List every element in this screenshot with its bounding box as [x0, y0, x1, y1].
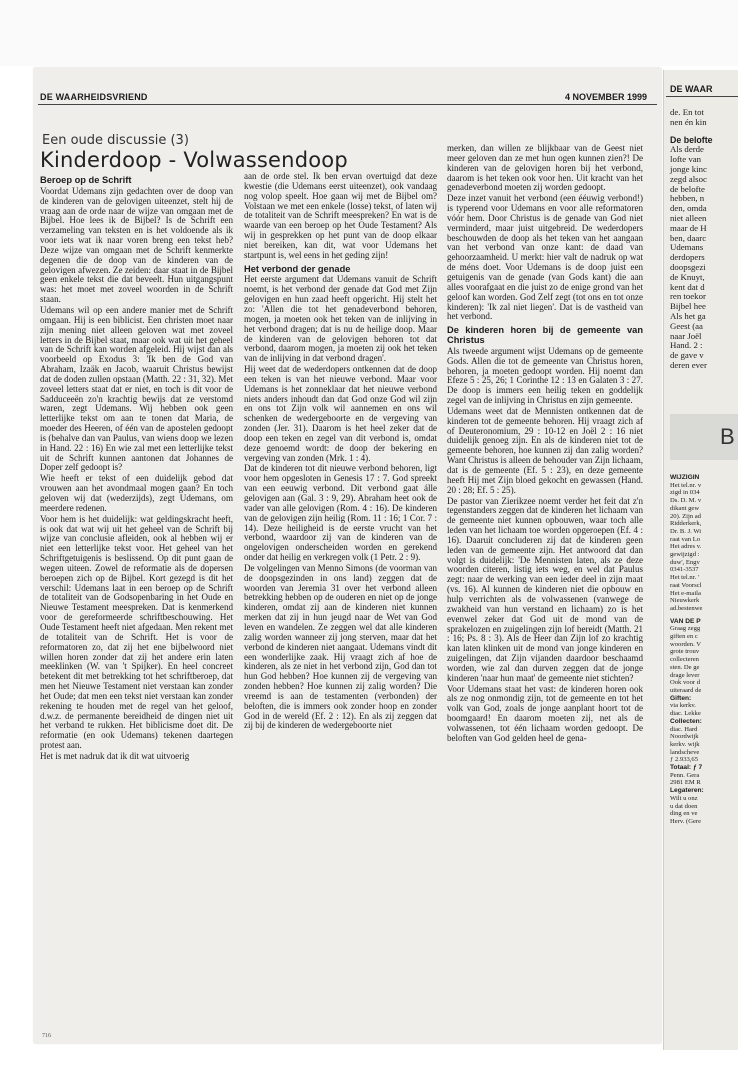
page-number: 716 — [42, 1033, 51, 1039]
notice-line: ding en ve — [670, 810, 698, 818]
header-rule — [38, 104, 657, 105]
notice-line: Het adres v. — [670, 543, 702, 551]
adjacent-header: DE WAAR — [670, 84, 713, 94]
notice-line: Het tel.nr. v — [670, 481, 702, 489]
notice-line: Dr. B. J. Wi — [670, 527, 702, 535]
notice-line: Ridderkerk, — [670, 520, 702, 528]
adjacent-box-letter: B — [720, 424, 735, 449]
newspaper-page — [34, 68, 661, 1043]
notice-line: Ook voor d — [670, 679, 701, 687]
notice-line: grote trouv — [670, 648, 700, 656]
adjacent-line: derdopers — [670, 252, 705, 263]
section-heading: Beroep op de Schrift — [40, 175, 132, 185]
notice-line: zigd in 034 — [670, 489, 700, 497]
notice-line: drage lever — [670, 671, 700, 679]
publication-date: 4 NOVEMBER 1999 — [564, 92, 647, 102]
notice-heading: VAN DE P — [670, 617, 701, 625]
notice-line: 20). Zijn ad — [670, 512, 701, 520]
notice-line: Herv. (Gere — [670, 817, 702, 825]
notice-line: collecteren — [670, 656, 699, 664]
notice-line: landscheve — [670, 748, 700, 756]
adjacent-line: de. En tot — [670, 107, 704, 117]
adjacent-line: niet alleen — [670, 212, 707, 223]
adjacent-line: den, omda — [670, 203, 707, 214]
notice-line: Het tel.nr. ' — [670, 574, 700, 582]
adjacent-line: ben, daarc — [670, 232, 707, 243]
notice-line: Noordwijk — [670, 733, 699, 741]
paragraph: De volgelingen van Menno Simons (de voorman van de doopsgezinden in ons land) zeggen dat de woorden van Jeremia 31 over het verbond alleen betrekking hebben op de ouderen en niet op de jonge kinderen, omdat zij aan de kinderen niet kunnen merken dat zij in hun jeugd naar de Wet van God leven en wandelen. Ze zeggen wel dat alle kinderen zalig worden wanneer zij jong sterven, maar dat het verbond de kinderen niet aangaat. Udemans vindt dit een wonderlijke zaak. Hij vraagt zich af hoe de kinderen, als ze niet in het verbond zijn, God dan tot hun God hebben? Hoe kunnen zij de vergeving van zonden hebben? Hoe kunnen zij zalig worden? Die vreemd is aan de testamenten (verbonden) der beloften, die is immers ook zonder hoop en zonder God in de wereld (Ef. 2 : 12). En als zij zeggen dat zij bij de kinderen de wedergeboorte niet — [244, 562, 437, 731]
notice-line: raat van Lo — [670, 535, 701, 543]
notice-line: kerkv. wijk — [670, 740, 700, 748]
paragraph: De pastor van Zierikzee noemt verder het feit dat z'n tegenstanders zeggen dat de kinderen het lichaam van de gemeente niet kunnen opbouwen, waar toch alle leden van het lichaam toe worden opgeroepen (Ef. 4 : 16). Daaruit concluderen zij dat de kinderen geen leden van de gemeente zijn. Het antwoord dat dan volgt is duidelijk: 'De Mennisten laten, als ze deze woorden citeren, listig iets weg, en wel dat Paulus zegt: naar de werking van een ieder deel in zijn maat (vs. 16). Al kunnen de kinderen niet die opbouw en hulp verrichten als de volwassenen (vanwege de zwakheid van hun verstand en lichaam) zo is het evenwel zeker dat God uit de mond van de sprakelozen en zuigelingen zijn lof bereidt (Matth. 21 : 16; Ps. 8 : 3). Als de Heer dan Zijn lof zo krachtig kan laten klinken uit de mond van jonge kinderen en zuigelingen, dat Zijn vijanden daardoor beschaamd worden, wie zal dan durven zeggen dat de jonge kinderen 'naar hun maat' de gemeente niet stichten? — [447, 495, 643, 683]
notice-line: 0341-3537 — [670, 566, 699, 574]
notice-line: via kerkv. — [670, 702, 696, 710]
notice-line: Ds. D. M. v — [670, 497, 702, 505]
paragraph: Voordat Udemans zijn gedachten over de doop van de kinderen van de gelovigen uiteenzet, stelt hij de vraag aan de orde naar de wijze van omgaan met de Bijbel. Hoe lees ik de Bijbel? Is de Schrift een verzameling van teksten en is het voldoende als ik voor iets wat ik naar voren breng een tekst heb? Deze wijze van omgaan met de Schrift kenmerkte degenen die de doop van de kinderen van de gelovigen afwezen. Ze zeiden: daar staat in de Bijbel geen enkele tekst die dat beveelt. Hun uitgangspunt was: het moet met zoveel woorden in de Schrift staan. — [40, 185, 233, 305]
scan-margin — [0, 0, 738, 66]
adjacent-line: deren ever — [670, 359, 707, 370]
notice-line: sten. De ge — [670, 663, 700, 671]
notice-heading: Collecten: — [670, 717, 702, 725]
notice-line: uiteraard de — [670, 686, 702, 694]
paragraph: Hij weet dat de wederdopers ontkennen dat de doop een teken is van het nieuwe verbond. Maar voor Udemans is het zonneklaar dat het nieuwe verbond niets anders inhoudt dan dat God onze God wil zijn en ons tot Zijn volk wil aannemen en ons wil schenken de wedergeboorte en de vergeving van zonden (Jer. 31). Daarom is het heel zeker dat de doop een teken en zegel van dit verbond is, omdat deze genoemd wordt: de doop der bekering en vergeving van zonden (Mrk. 1 : 4). — [244, 364, 437, 463]
adjacent-line: maar de H — [670, 222, 707, 233]
notice-line: Wilt u onz — [670, 794, 698, 802]
adjacent-line: nen én kin — [670, 116, 707, 127]
adjacent-line: lofte van — [670, 154, 702, 165]
notice-line: woorden. V — [670, 640, 702, 648]
section-heading: Het verbond der genade — [244, 263, 351, 274]
adjacent-line: de gave v — [670, 350, 704, 361]
adjacent-line: kent dat d — [670, 281, 705, 292]
paragraph: Het is met nadruk dat ik dit wat uitvoerig — [40, 750, 190, 761]
adjacent-page — [663, 70, 738, 1050]
notice-heading: Giften: — [670, 694, 692, 702]
paragraph: Wie heeft er tekst of een duidelijk gebod dat vrouwen aan het avondmaal mogen gaan? En toch geloven wij dat (wederzijds), zegt Udemans, om meerdere redenen. — [40, 473, 233, 513]
notice-heading: WIJZIGIN — [670, 474, 700, 481]
notice-line: dikant gew — [670, 504, 700, 512]
paragraph: Deze inzet vanuit het verbond (een ééuwig verbond!) is typerend voor Udemans en voor alle reformatoren vóór hem. Door Christus is de genade van God niet verminderd, maar juist uitgebreid. De wederdopers beschouwden de doop als het teken van het aangaan van het verbond van onze kant: de daad van gehoorzaamheid. U merkt: hier valt de nadruk op wat de méns doet. Voor Udemans is de doop juist een getuigenis van de genade (van Gods kant) die aan alles voorafgaat en die juist zo de enige grond van het geloof kan worden. God Zelf zegt (tot ons en tot onze kinderen): 'Ik zal niet liegen'. Dat is de vastheid van het verbond. — [447, 193, 643, 322]
notice-line: Penn. Gera — [670, 771, 700, 779]
publication-name: DE WAARHEIDSVRIEND — [40, 92, 148, 102]
adjacent-line: Bijbel hee — [670, 301, 706, 312]
adjacent-line: jonge kinc — [670, 163, 707, 174]
paragraph: Udemans wil op een andere manier met de Schrift omgaan. Hij is een biblicist. Een christen moet naar zijn mening niet alleen geloven wat met zoveel letters in de Bijbel staat, maar ook wat uit het geheel van de Schrift kan worden afgeleid. Hij wijst dan als voorbeeld op Exodus 3: 'Ik ben de God van Abraham, Izaäk en Jacob, waaruit Christus bewijst dat de doden zullen opstaan (Matth. 22 : 31, 32). Met zoveel letters staat dat er niet, en toch is dit voor de Sadduceeën zo'n krachtig bewijs dat ze verstomd waren, zegt Udemans. Wij hebben ook geen letterlijke tekst om aan te tonen dat Maria, de moeder des Heeren, of één van de apostelen gedoopt is (behalve dan van Paulus, van wiens doop we lezen in Hand. 22 : 16) En wie zal met een letterlijke tekst uit de Schrift kunnen aantonen dat Johannes de Doper zelf gedoopt is? — [40, 304, 233, 473]
article-column-3 — [447, 144, 643, 1037]
article-kicker: Een oude discussie (3) — [42, 133, 189, 148]
notice-line: diac. Hard — [670, 725, 698, 733]
paragraph: Voor Udemans staat het vast: de kinderen horen ook als ze nog onmondig zijn, tot de gemeente en tot het volk van God, zoals de jonge aanplant hoort tot de boomgaard! En daarom moeten zij, net als de volwassenen, tot één lichaam worden gedoopt. De beloften van God gelden heel de gena- — [447, 683, 643, 743]
adjacent-header-rule — [666, 96, 738, 97]
adjacent-line: Als het ga — [670, 310, 706, 321]
notice-line: 2981 EM R — [670, 779, 701, 787]
section-heading: De kinderen horen bij de gemeente van Christus — [447, 325, 643, 346]
notice-line: gewijzigd : — [670, 551, 700, 559]
paragraph: aan de orde stel. Ik ben ervan overtuigd dat deze kwestie (die Udemans eerst uiteenzet), ook vandaag nog volop speelt. Hoe gaan wij met de Bijbel om? Volstaan we met een enkele (losse) tekst, of laten wij de totaliteit van de Schrift meespreken? En wat is de waarde van een beroep op het Oude Testament? Als wij in gesprekken op het punt van de doop elkaar niet bereiken, kan dit, wat voor Udemans het startpunt is, wel eens in het geding zijn! — [244, 172, 437, 260]
notice-line: diac. Lekke — [670, 710, 701, 718]
article-column-1 — [40, 172, 233, 1037]
adjacent-line: naar Joël — [670, 330, 702, 341]
adjacent-notices — [670, 474, 738, 826]
article-column-2 — [244, 172, 437, 1037]
paragraph: merken, dan willen ze blijkbaar van de Geest niet meer geloven dan ze met hun ogen kunnen zien?! De kinderen van de gelovigen horen bij het verbond, daarom is het teken ook voor hen. Uit kracht van het genadeverbond moeten zij worden gedoopt. — [447, 144, 643, 193]
paragraph: Dat de kinderen tot dit nieuwe verbond behoren, ligt voor hem opgesloten in Genesis 17 : 7. God spreekt van een eeuwig verbond. Dit verbond gaat álle gelovigen aan (Gal. 3 : 9, 29). Abraham heet ook de vader van alle gelovigen (Rom. 4 : 16). De kinderen van de gelovigen zijn heilig (Rom. 11 : 16; 1 Cor. 7 : 14). Deze heiligheid is de eerste vrucht van het verbond, waardoor zij van de kinderen van de ongelovigen onderscheiden worden en gerekend onder dat heilig en verkregen volk (1 Petr. 2 : 9). — [244, 463, 437, 563]
adjacent-line: hebben, n — [670, 193, 705, 204]
adjacent-line: de belofte — [670, 183, 705, 194]
adjacent-line: Hand. 2 : — [670, 340, 703, 351]
notice-heading: Legateren: — [670, 787, 704, 795]
paragraph: Udemans weet dat de Mennisten ontkennen dat de kinderen tot de gemeente behoren. Hij vraagt zich af of Deuteronomium, 29 : 10-12 en Joël 2 : 16 niet duidelijk genoeg zijn. En als de kinderen niet tot de gemeente behoren, hoe kunnen zij dan zalig worden? Want Christus is alleen de behouder van Zijn lichaam, dat is de gemeente (Ef. 5 : 23), en deze gemeente heeft Hij met Zijn bloed gekocht en gewassen (Hand. 20 : 28; Ef. 5 : 25). — [447, 405, 643, 495]
notice-line: Het e-maila — [670, 589, 701, 597]
notice-line: giften en c — [670, 633, 698, 641]
adjacent-line: zegd alsoc — [670, 173, 707, 184]
notice-line: Graag zegg — [670, 625, 701, 633]
article-title: Kinderdoop - Volwassendoop — [40, 148, 348, 172]
paragraph: Voor hem is het duidelijk: wat geldingskracht heeft, is ook dat wat wij uit het geheel van de Schrift bij wijze van conclusie afleiden, ook al hebben wij er niet een letterlijke tekst voor. Het geheel van het Schriftgetuigenis is beslissend. Op dit punt gaan de wegen uiteen. Zowel de reformatie als de dopersen beroepen zich op de Bijbel. Kort gezegd is dit het verschil: Udemans laat in een beroep op de Schrift de totaliteit van de Godsopenbaring in het Oude en Nieuwe Testament meespreken. Dat is kenmerkend voor de gereformeerde schriftbeschouwing. Het Oude Testament heeft niet afgedaan. Men rekent met de totaliteit van de Schrift. Het is voor de reformatoren zo, dat zij het ene bijbelwoord niet willen horen zonder dat zij het andere erin laten meeklinken (W. van 't Spijker). En heel concreet betekent dit met betrekking tot het schriftberoep, dat men het Nieuwe Testament niet verstaan kan zonder het Oude; dat men een tekst niet verstaan kan zonder rekening te houden met de regel van het geloof, d.w.z. de permanente bereidheid de dingen niet uit het verband te rukken. Het biblicisme doet dit. De reformatie (en ook Udemans) tekenen daartegen protest aan. — [40, 513, 233, 751]
adjacent-line: de Knuyt, — [670, 271, 705, 282]
notice-line: u dat doen — [670, 802, 698, 810]
adjacent-line: Geest (aa — [670, 320, 703, 331]
notice-line: duw', Engv — [670, 558, 700, 566]
adjacent-line: Udemans — [670, 242, 704, 253]
paragraph: Als tweede argument wijst Udemans op de gemeente Gods. Allen die tot de gemeente van Christus horen, behoren, ja moeten gedoopt worden. Hij noemt dan Efeze 5 : 25, 26; 1 Corinthe 12 : 13 en Galaten 3 : 27. De doop is immers een heilig teken en goddelijk zegel van de inlijving in Christus en zijn gemeente. — [447, 345, 643, 406]
adjacent-line: doopsgezi — [670, 261, 706, 272]
notice-heading: Totaal: ƒ 7 — [670, 764, 703, 772]
notice-line: raat Voorscl — [670, 581, 702, 589]
adjacent-text-column — [670, 108, 738, 371]
adjacent-line: Als derde — [670, 144, 704, 155]
notice-line: ad.bestenwe — [670, 604, 703, 612]
adjacent-grey-box — [670, 414, 738, 460]
notice-line: ƒ 2.933,65 — [670, 756, 699, 764]
paragraph: Het eerste argument dat Udemans vanuit de Schrift noemt, is het verbond der genade dat God met Zijn gelovigen en hun zaad heeft opgericht. Hij stelt het zo: 'Allen die tot het genadeverbond behoren, mogen, ja moeten ook het teken van de inlijving in het verbond dragen; dat is nu de heilige doop. Maar de kinderen van de gelovigen behoren tot dat verbond, daarom mogen, ja moeten zij ook het teken van de inlijving in dat verbond dragen'. — [244, 274, 437, 364]
notice-line: Nieuwkerk — [670, 597, 700, 605]
adjacent-line: ren toekor — [670, 291, 706, 302]
adjacent-heading: De belofte — [670, 134, 713, 145]
